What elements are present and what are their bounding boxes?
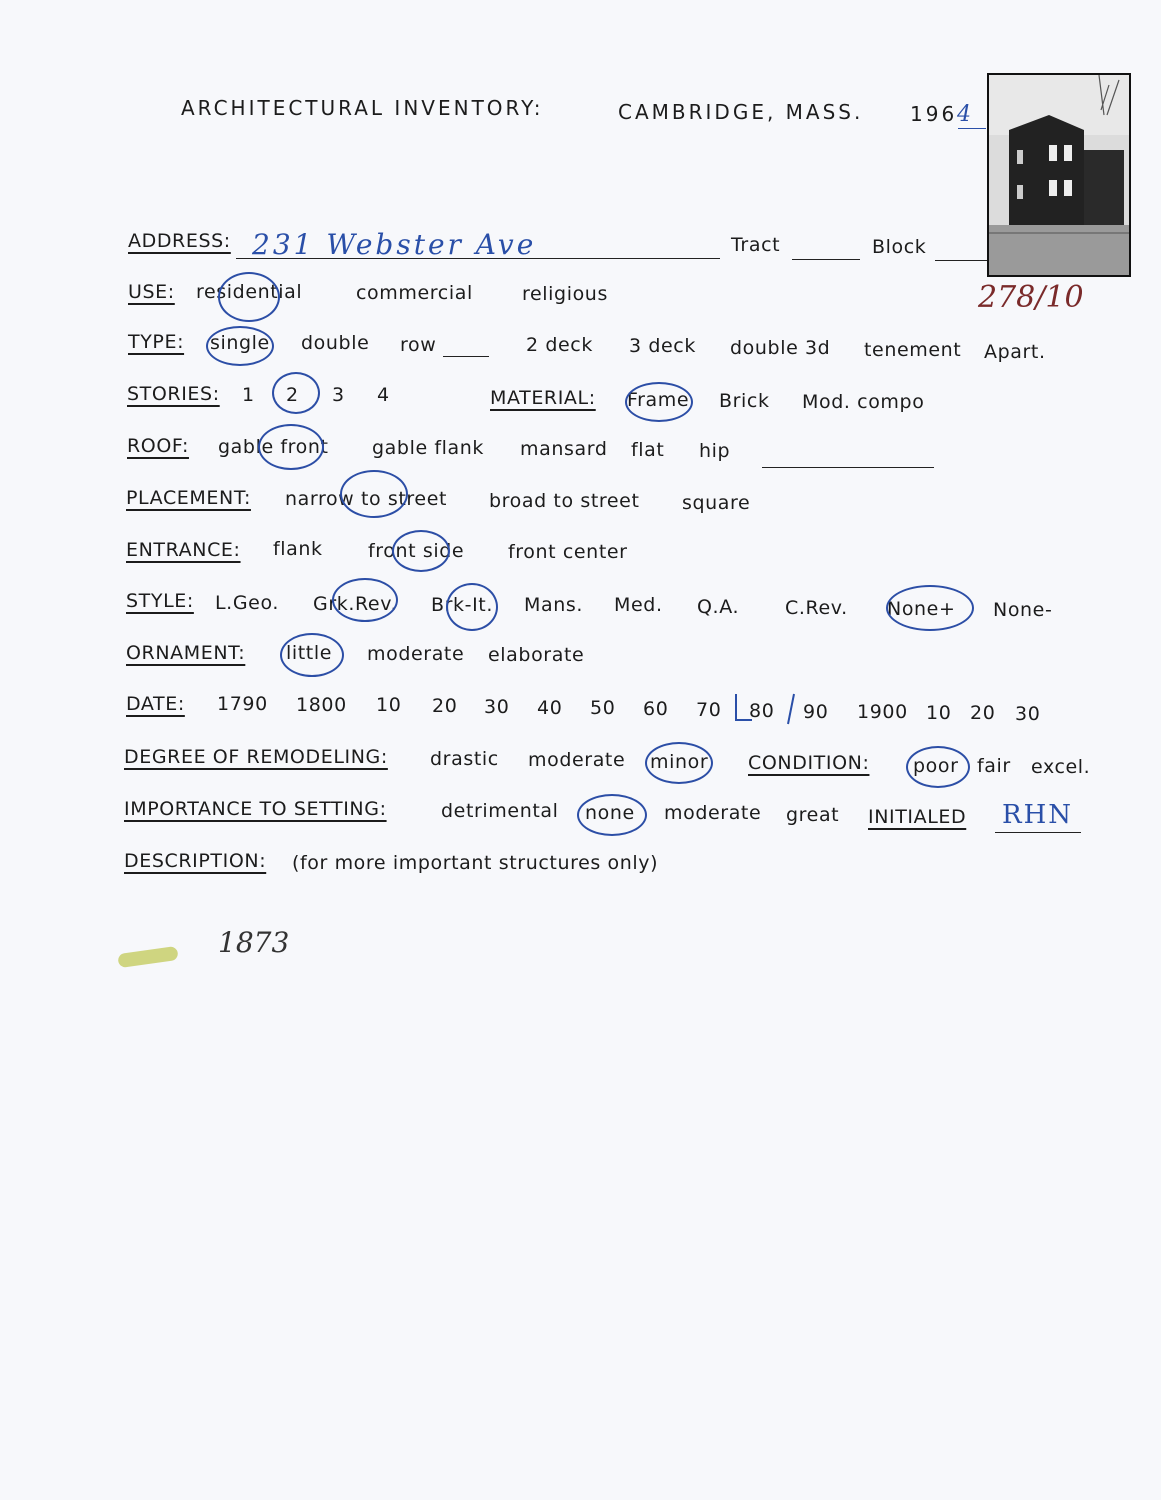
description-note: (for more important structures only) — [292, 852, 659, 874]
roof-gable-front: gable front — [218, 436, 329, 458]
date-bracket-mark — [730, 690, 800, 730]
roof-label: ROOF: — [127, 435, 189, 457]
highlighter-mark — [117, 946, 178, 968]
type-row: row — [400, 334, 437, 356]
remodeling-drastic: drastic — [430, 748, 499, 770]
type-double-3d: double 3d — [730, 337, 831, 359]
stories-1: 1 — [242, 384, 255, 406]
type-double: double — [301, 332, 370, 354]
selection-circle — [577, 794, 647, 836]
use-residential: residential — [196, 281, 303, 303]
placement-broad: broad to street — [489, 490, 640, 512]
ornament-label: ORNAMENT: — [126, 642, 246, 664]
roof-flat: flat — [631, 439, 665, 461]
material-frame: Frame — [627, 389, 690, 411]
form-year-handwritten: 4 — [957, 102, 971, 127]
date-1790: 1790 — [217, 693, 268, 715]
use-commercial: commercial — [356, 282, 473, 304]
date-60: 60 — [643, 698, 669, 720]
stories-2: 2 — [286, 384, 299, 406]
selection-circle — [446, 583, 498, 631]
stories-3: 3 — [332, 384, 345, 406]
use-label: USE: — [128, 281, 175, 303]
condition-excel: excel. — [1031, 756, 1091, 778]
style-none-plus: None+ — [887, 598, 956, 620]
address-value: 231 Webster Ave — [252, 228, 537, 261]
initialed-value: RHN — [1002, 800, 1073, 830]
style-c-rev: C.Rev. — [785, 597, 848, 619]
condition-fair: fair — [977, 755, 1011, 777]
form-title: ARCHITECTURAL INVENTORY: — [181, 96, 544, 120]
type-tenement: tenement — [864, 339, 962, 361]
selection-circle — [906, 746, 970, 788]
placement-label: PLACEMENT: — [126, 487, 251, 509]
selection-circle — [218, 272, 280, 322]
style-label: STYLE: — [126, 590, 194, 612]
selection-circle — [280, 633, 344, 677]
condition-poor: poor — [913, 755, 959, 777]
ornament-elaborate: elaborate — [488, 644, 585, 666]
date-1800: 1800 — [296, 694, 347, 716]
form-year: 196 — [910, 102, 958, 126]
form-location: CAMBRIDGE, MASS. — [618, 100, 864, 124]
type-3-deck: 3 deck — [629, 335, 696, 357]
initialed-label: INITIALED — [868, 806, 967, 828]
address-label: ADDRESS: — [128, 230, 231, 252]
description-handwritten: 1873 — [218, 926, 290, 959]
importance-great: great — [786, 804, 840, 826]
style-l-geo: L.Geo. — [215, 592, 279, 614]
style-none-minus: None- — [993, 599, 1053, 621]
roof-mansard: mansard — [520, 438, 608, 460]
type-label: TYPE: — [128, 331, 185, 353]
selection-circle — [645, 742, 713, 784]
date-label: DATE: — [126, 693, 185, 715]
date-1920: 20 — [970, 702, 996, 724]
date-40: 40 — [537, 697, 563, 719]
selection-circle — [206, 326, 274, 366]
date-1900: 1900 — [857, 701, 908, 723]
style-qa: Q.A. — [697, 596, 740, 618]
style-grk-rev: Grk.Rev. — [313, 593, 398, 615]
selection-circle — [625, 382, 693, 422]
ornament-moderate: moderate — [367, 643, 465, 665]
importance-none: none — [585, 802, 635, 824]
date-20: 20 — [432, 695, 458, 717]
entrance-front-side: front side — [368, 540, 465, 562]
use-religious: religious — [522, 283, 608, 305]
block-label: Block — [872, 236, 927, 258]
condition-label: CONDITION: — [748, 752, 870, 774]
selection-circle — [332, 578, 398, 622]
importance-label: IMPORTANCE TO SETTING: — [124, 798, 387, 820]
selection-circle — [272, 372, 320, 414]
remodeling-moderate: moderate — [528, 749, 626, 771]
ornament-little: little — [286, 642, 333, 664]
type-single: single — [210, 332, 270, 354]
placement-narrow: narrow to street — [285, 488, 448, 510]
date-1930: 30 — [1015, 703, 1041, 725]
type-apart: Apart. — [984, 341, 1046, 363]
style-med: Med. — [614, 594, 663, 616]
roof-gable-flank: gable flank — [372, 437, 485, 459]
remodeling-label: DEGREE OF REMODELING: — [124, 746, 388, 768]
date-1910: 10 — [926, 702, 952, 724]
roof-hip: hip — [699, 440, 731, 462]
date-30: 30 — [484, 696, 510, 718]
stories-4: 4 — [377, 384, 390, 406]
material-label: MATERIAL: — [490, 387, 596, 409]
importance-moderate: moderate — [664, 802, 762, 824]
placement-square: square — [682, 492, 751, 514]
date-50: 50 — [590, 697, 616, 719]
record-number: 278/10 — [978, 280, 1084, 315]
date-70: 70 — [696, 699, 722, 721]
entrance-front-center: front center — [508, 541, 628, 563]
description-label: DESCRIPTION: — [124, 850, 267, 872]
style-mans: Mans. — [524, 594, 584, 616]
remodeling-minor: minor — [650, 751, 709, 773]
tract-label: Tract — [731, 234, 781, 256]
material-mod-compo: Mod. compo — [802, 391, 925, 413]
date-80: 80 — [749, 700, 775, 722]
importance-detrimental: detrimental — [441, 800, 559, 822]
selection-circle — [258, 424, 324, 470]
entrance-label: ENTRANCE: — [126, 539, 241, 561]
type-2-deck: 2 deck — [526, 334, 593, 356]
date-10: 10 — [376, 694, 402, 716]
entrance-flank: flank — [273, 538, 323, 560]
material-brick: Brick — [719, 390, 770, 412]
building-photo — [987, 73, 1131, 277]
selection-circle — [392, 530, 450, 572]
selection-circle — [886, 585, 974, 631]
style-brk-it: Brk-It. — [431, 594, 493, 616]
selection-circle — [340, 470, 408, 518]
date-90: 90 — [803, 701, 829, 723]
stories-label: STORIES: — [127, 383, 220, 405]
